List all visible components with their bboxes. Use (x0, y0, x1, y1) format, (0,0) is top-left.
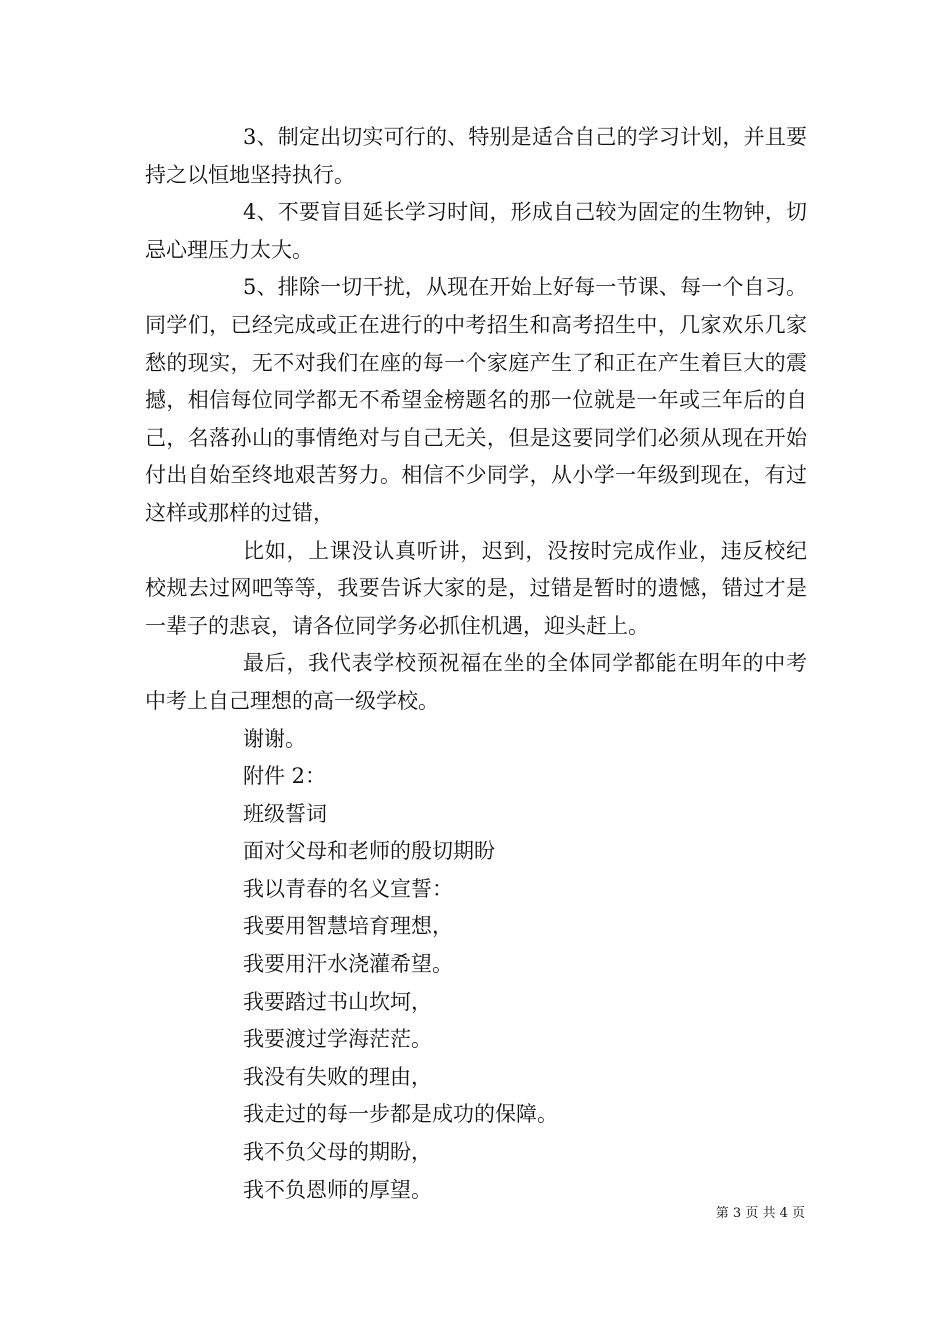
oath-line: 我要用汗水浇灌希望。 (243, 952, 453, 977)
oath-line: 我以青春的名义宣誓： (243, 876, 453, 901)
oath-line: 我要用智慧培育理想， (243, 914, 453, 939)
oath-line: 我要渡过学海茫茫。 (243, 1027, 432, 1052)
oath-title: 班级誓词 (243, 801, 327, 826)
paragraph-exclude-distractions: 5、排除一切干扰，从现在开始上好每一节课、每一个自习。同学们，已经完成或正在进行的中考招生和高考招生中，几家欢乐几家愁的现实，无不对我们在座的每一个家庭产生了和正在产生着巨大的震撼，相信每位同学都无不希望金榜题名的那一位就是一年或三年后的自己，名落孙山的事情绝对与自己无关，但是这要同学们必须从现在开始付出自始至终地艰苦努力。相信不少同学，从小学一年级到现在，有过这样或那样的过错， (145, 275, 807, 525)
oath-line: 我不负恩师的厚望。 (243, 1177, 432, 1202)
oath-line: 我不负父母的期盼， (243, 1140, 432, 1165)
document-body (145, 119, 807, 1209)
oath-line: 我要踏过书山坎坷， (243, 989, 432, 1014)
oath-line: 我没有失败的理由， (243, 1064, 432, 1089)
oath-line: 面对父母和老师的殷切期盼 (243, 839, 495, 864)
thanks-line: 谢谢。 (243, 726, 306, 751)
appendix-heading: 附件 2： (243, 764, 327, 789)
paragraph-study-time: 4、不要盲目延长学习时间，形成自己较为固定的生物钟，切忌心理压力太大。 (145, 200, 807, 262)
paragraph-study-plan: 3、制定出切实可行的、特别是适合自己的学习计划，并且要持之以恒地坚持执行。 (145, 125, 807, 187)
paragraph-past-mistakes: 比如，上课没认真听讲，迟到，没按时完成作业，违反校纪校规去过网吧等等，我要告诉大家的是，过错是暂时的遗憾，错过才是一辈子的悲哀，请各位同学务必抓住机遇，迎头赶上。 (145, 538, 807, 638)
oath-line: 我走过的每一步都是成功的保障。 (243, 1102, 558, 1127)
page-number-footer: 第 3 页 共 4 页 (715, 1206, 805, 1221)
paragraph-closing-wish: 最后，我代表学校预祝福在坐的全体同学都能在明年的中考中考上自己理想的高一级学校。 (145, 651, 807, 713)
